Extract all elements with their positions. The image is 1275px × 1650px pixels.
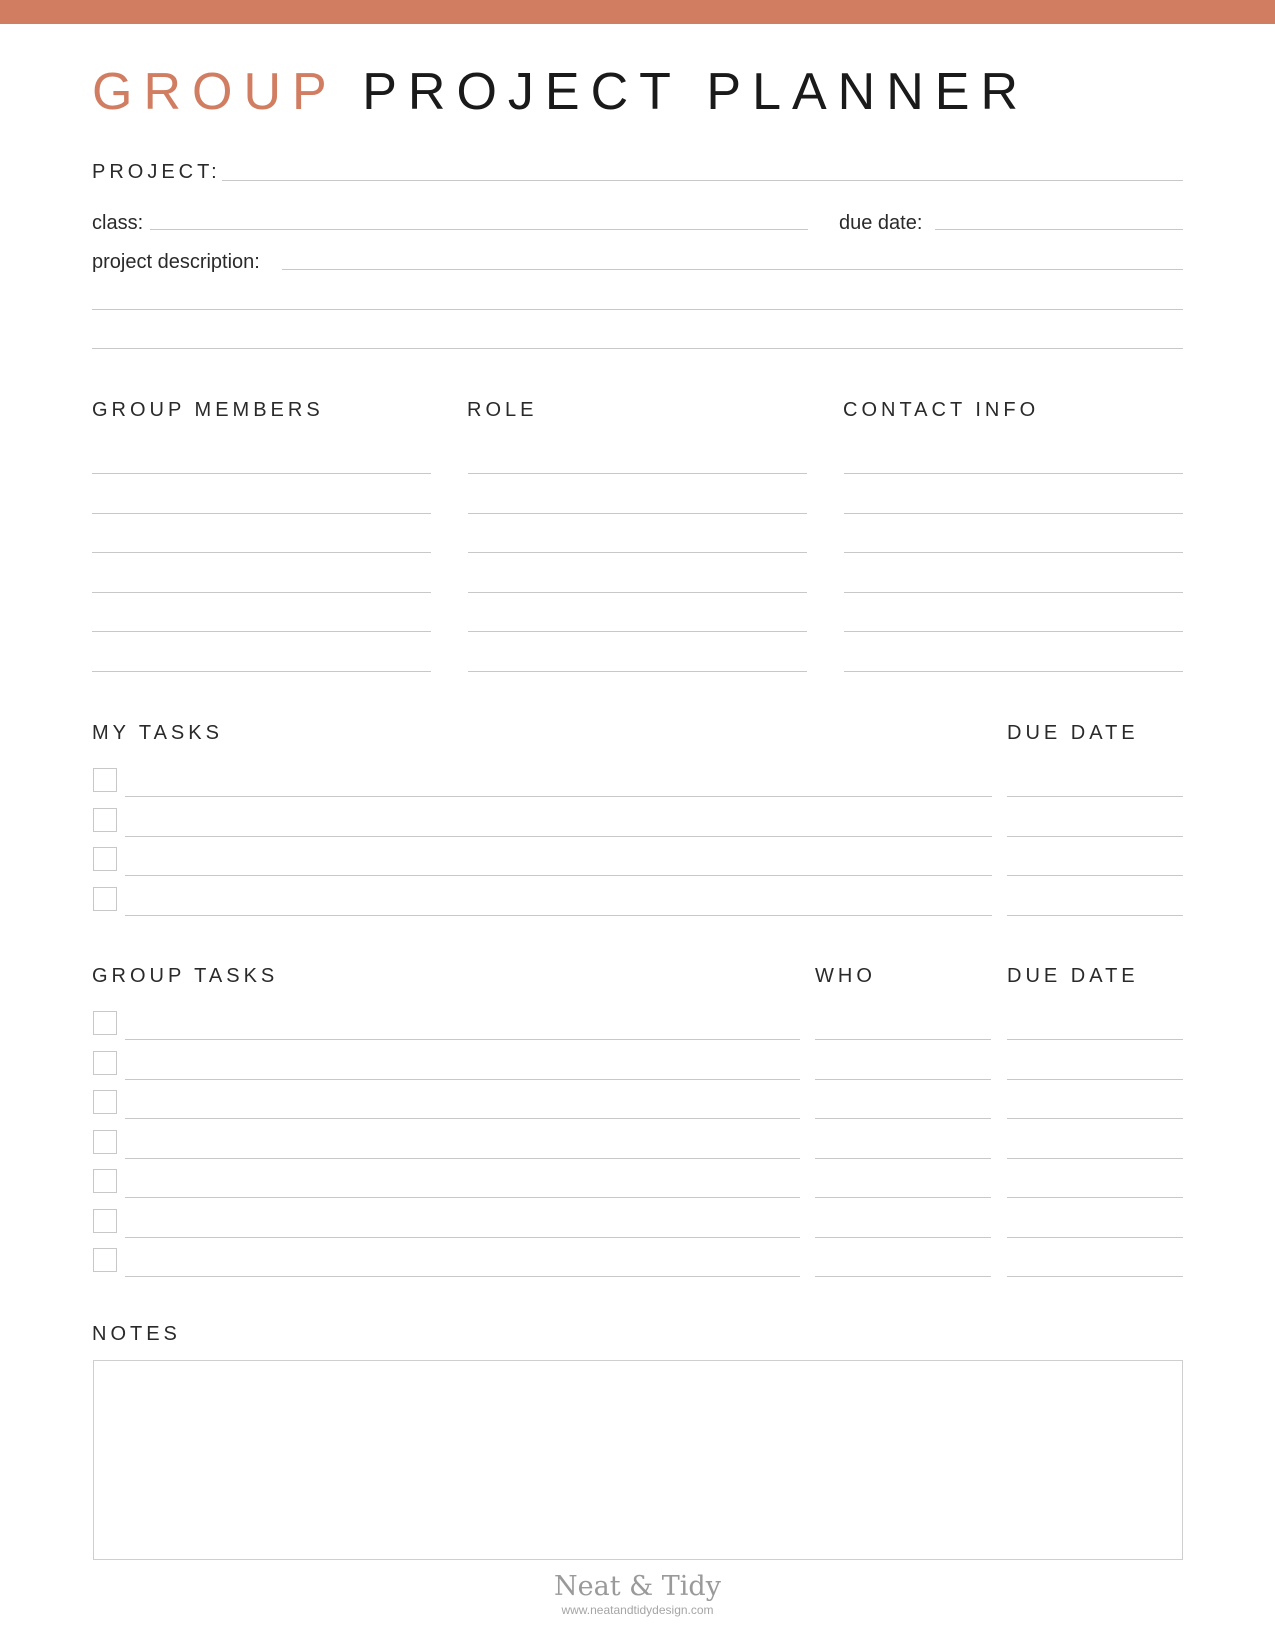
project-description-label: project description: <box>92 251 260 273</box>
group-task-checkbox[interactable] <box>93 1090 117 1114</box>
class-field[interactable] <box>150 229 808 230</box>
member-contact-line[interactable] <box>844 631 1183 632</box>
top-accent-bar <box>0 0 1275 24</box>
member-role-line[interactable] <box>468 592 807 593</box>
title-accent: GROUP <box>92 63 337 121</box>
group-task-who-line[interactable] <box>815 1039 991 1040</box>
who-heading: WHO <box>815 965 876 987</box>
group-task-due-date-line[interactable] <box>1007 1276 1183 1277</box>
my-task-due-date-line[interactable] <box>1007 875 1183 876</box>
group-task-who-line[interactable] <box>815 1079 991 1080</box>
group-task-due-date-line[interactable] <box>1007 1197 1183 1198</box>
page-title <box>92 60 1029 124</box>
project-description-field[interactable] <box>282 269 1183 270</box>
due-date-label: due date: <box>839 212 923 234</box>
notes-heading: NOTES <box>92 1323 181 1345</box>
group-tasks-heading: GROUP TASKS <box>92 965 279 987</box>
member-name-line[interactable] <box>92 592 431 593</box>
contact-info-heading: CONTACT INFO <box>843 399 1040 421</box>
group-task-who-line[interactable] <box>815 1197 991 1198</box>
my-task-due-date-line[interactable] <box>1007 796 1183 797</box>
member-contact-line[interactable] <box>844 671 1183 672</box>
group-task-due-date-line[interactable] <box>1007 1039 1183 1040</box>
group-task-checkbox[interactable] <box>93 1011 117 1035</box>
group-task-line[interactable] <box>125 1276 800 1277</box>
member-role-line[interactable] <box>468 671 807 672</box>
group-task-who-line[interactable] <box>815 1118 991 1119</box>
member-name-line[interactable] <box>92 473 431 474</box>
my-task-checkbox[interactable] <box>93 768 117 792</box>
group-task-checkbox[interactable] <box>93 1248 117 1272</box>
member-role-line[interactable] <box>468 473 807 474</box>
group-task-due-date-line[interactable] <box>1007 1158 1183 1159</box>
class-label: class: <box>92 212 144 234</box>
group-task-line[interactable] <box>125 1237 800 1238</box>
group-task-line[interactable] <box>125 1079 800 1080</box>
my-task-line[interactable] <box>125 836 992 837</box>
brand-logo: Neat & Tidy <box>554 1571 721 1602</box>
member-role-line[interactable] <box>468 513 807 514</box>
member-contact-line[interactable] <box>844 513 1183 514</box>
group-task-checkbox[interactable] <box>93 1051 117 1075</box>
group-task-due-date-line[interactable] <box>1007 1237 1183 1238</box>
member-contact-line[interactable] <box>844 473 1183 474</box>
project-description-line[interactable] <box>92 309 1183 310</box>
group-task-line[interactable] <box>125 1039 800 1040</box>
group-task-who-line[interactable] <box>815 1158 991 1159</box>
group-task-who-line[interactable] <box>815 1276 991 1277</box>
my-task-line[interactable] <box>125 915 992 916</box>
my-task-checkbox[interactable] <box>93 887 117 911</box>
my-task-due-date-line[interactable] <box>1007 915 1183 916</box>
group-tasks-due-date-heading: DUE DATE <box>1007 965 1139 987</box>
member-contact-line[interactable] <box>844 592 1183 593</box>
project-label: PROJECT: <box>92 161 221 183</box>
group-task-checkbox[interactable] <box>93 1209 117 1233</box>
group-task-due-date-line[interactable] <box>1007 1079 1183 1080</box>
member-name-line[interactable] <box>92 513 431 514</box>
my-tasks-heading: MY TASKS <box>92 722 223 744</box>
brand-url: www.neatandtidydesign.com <box>561 1603 714 1617</box>
group-task-line[interactable] <box>125 1158 800 1159</box>
notes-box[interactable] <box>93 1360 1183 1560</box>
group-task-due-date-line[interactable] <box>1007 1118 1183 1119</box>
my-task-checkbox[interactable] <box>93 847 117 871</box>
member-role-line[interactable] <box>468 552 807 553</box>
member-name-line[interactable] <box>92 631 431 632</box>
role-heading: ROLE <box>467 399 538 421</box>
member-name-line[interactable] <box>92 552 431 553</box>
member-name-line[interactable] <box>92 671 431 672</box>
my-task-checkbox[interactable] <box>93 808 117 832</box>
my-task-due-date-line[interactable] <box>1007 836 1183 837</box>
project-field[interactable] <box>222 180 1183 181</box>
group-task-line[interactable] <box>125 1197 800 1198</box>
group-task-checkbox[interactable] <box>93 1130 117 1154</box>
title-rest: PROJECT PLANNER <box>362 63 1030 121</box>
my-tasks-due-date-heading: DUE DATE <box>1007 722 1139 744</box>
group-task-line[interactable] <box>125 1118 800 1119</box>
project-description-line[interactable] <box>92 348 1183 349</box>
member-role-line[interactable] <box>468 631 807 632</box>
group-members-heading: GROUP MEMBERS <box>92 399 324 421</box>
group-task-checkbox[interactable] <box>93 1169 117 1193</box>
my-task-line[interactable] <box>125 875 992 876</box>
member-contact-line[interactable] <box>844 552 1183 553</box>
group-task-who-line[interactable] <box>815 1237 991 1238</box>
my-task-line[interactable] <box>125 796 992 797</box>
due-date-field[interactable] <box>935 229 1183 230</box>
